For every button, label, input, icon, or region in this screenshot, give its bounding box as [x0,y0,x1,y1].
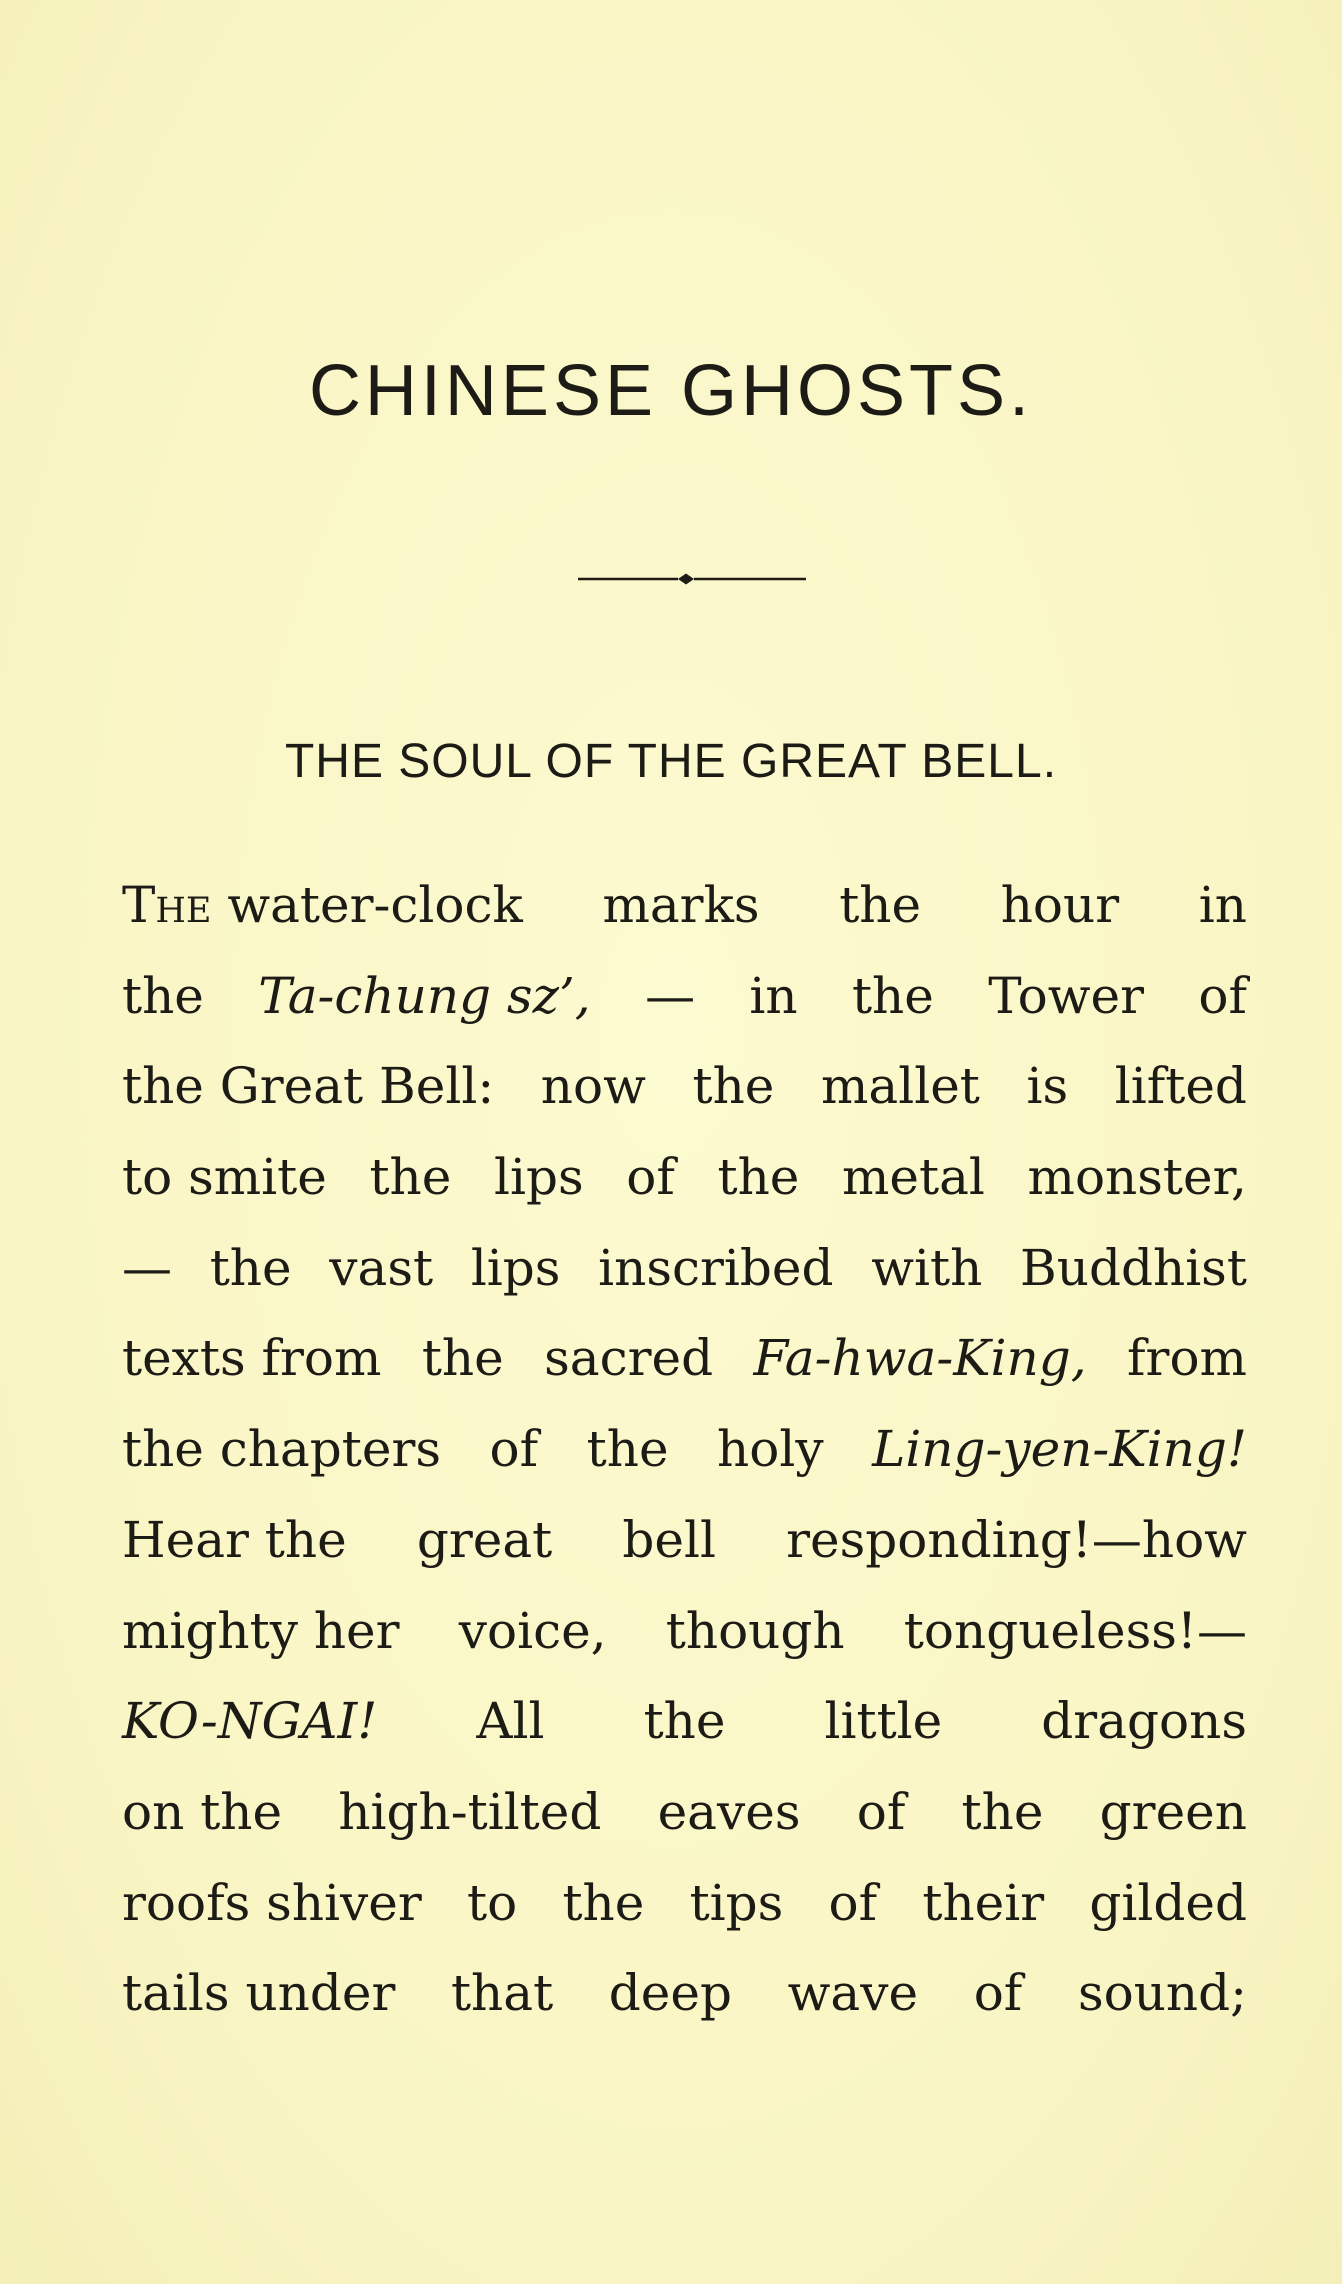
line-word: of [1198,966,1247,1025]
line-word: The water-clock [122,860,523,951]
line-word: the chapters [122,1420,442,1479]
line-word: the [643,1692,726,1751]
line-word: monster, [1027,1148,1247,1207]
line-word: marks [602,876,760,934]
text-line [122,1313,1247,1404]
line-word: lifted [1114,1057,1247,1116]
text-line [122,951,1247,1042]
drop-word: The [122,876,212,934]
line-word: of [856,1782,906,1841]
line-word: high-tilted [338,1782,602,1841]
line-word: wave [787,1964,919,2023]
line-word: their [922,1873,1045,1932]
line-word: green [1099,1782,1247,1841]
text-line [122,1041,1247,1132]
line-word: the Great Bell: [122,1057,495,1116]
italic-term: Ling-yen-King! [872,1420,1247,1479]
line-word: — [122,1238,172,1297]
line-word: lips [493,1148,584,1207]
line-word: the [717,1148,800,1207]
text-line [122,1404,1247,1495]
line-word: voice, [458,1601,607,1660]
line-word: to [467,1873,518,1932]
text-line [122,1676,1247,1767]
line-word: hour [1000,876,1120,934]
line-word: metal [842,1148,985,1207]
line-word: bell [622,1510,716,1569]
line-word: — [645,966,696,1025]
line-word: Buddhist [1020,1238,1247,1297]
italic-term: Ta-chung sz’, [258,966,591,1025]
body-paragraph [122,860,1247,2039]
line-word: with [871,1238,983,1297]
line-word: All [476,1692,545,1751]
line-word: the [122,966,204,1025]
line-word: gilded [1089,1873,1247,1932]
line-word: of [973,1964,1023,2023]
line-word: mighty her [122,1601,400,1660]
line-word: responding!—how [786,1510,1247,1569]
book-title: CHINESE GHOSTS. [308,351,1034,431]
line-word: the [839,876,922,934]
line-word: tails under [122,1964,396,2023]
line-word: Hear the [122,1510,347,1569]
text-line [122,1948,1247,2039]
line-word: sound; [1077,1964,1247,2023]
text-line [122,1858,1247,1949]
ornament-divider [578,572,806,586]
line-word: the [961,1782,1044,1841]
line-word: tips [689,1873,784,1932]
text-line [122,1586,1247,1677]
line-word: tongueless!— [903,1601,1247,1660]
text-line [122,1767,1247,1858]
line-word: Tower [988,966,1145,1025]
line-word: the [562,1873,645,1932]
line-word: the [421,1329,504,1388]
line-word: sacred [544,1329,714,1388]
line-word: the [209,1238,292,1297]
italic-term: KO-NGAI! [122,1692,378,1751]
text-line [122,1132,1247,1223]
line-word: the [369,1148,452,1207]
line-word: vast [329,1238,434,1297]
line-word: deep [608,1964,732,2023]
line-word: inscribed [598,1238,834,1297]
line-word: dragons [1041,1692,1247,1751]
line-word: great [416,1510,553,1569]
line-word: that [450,1964,554,2023]
line-word: to smite [122,1148,327,1207]
line-word: the [851,966,934,1025]
line-word: roofs shiver [122,1873,422,1932]
line-word: the [692,1057,775,1116]
line-word: holy [717,1420,824,1479]
line-word: on the [122,1782,283,1841]
line-word: of [828,1873,878,1932]
line-word: little [824,1692,943,1751]
line-word: though [665,1601,845,1660]
chapter-title: THE SOUL OF THE GREAT BELL. [284,735,1058,788]
line-word: of [626,1148,675,1207]
text-line [122,1223,1247,1314]
line-word: in [749,966,798,1025]
line-word: mallet [821,1057,980,1116]
line-word: texts from [122,1329,382,1388]
line-word: from [1127,1329,1247,1388]
line-word: lips [470,1238,561,1297]
text-line [122,860,1247,951]
line-word: now [540,1057,646,1116]
line-word: of [489,1420,539,1479]
line-word: the [586,1420,669,1479]
italic-term: Fa-hwa-King, [753,1329,1087,1388]
text-line [122,1495,1247,1586]
line-word: in [1198,876,1247,934]
line-word: is [1026,1057,1069,1116]
line-word: eaves [657,1782,801,1841]
